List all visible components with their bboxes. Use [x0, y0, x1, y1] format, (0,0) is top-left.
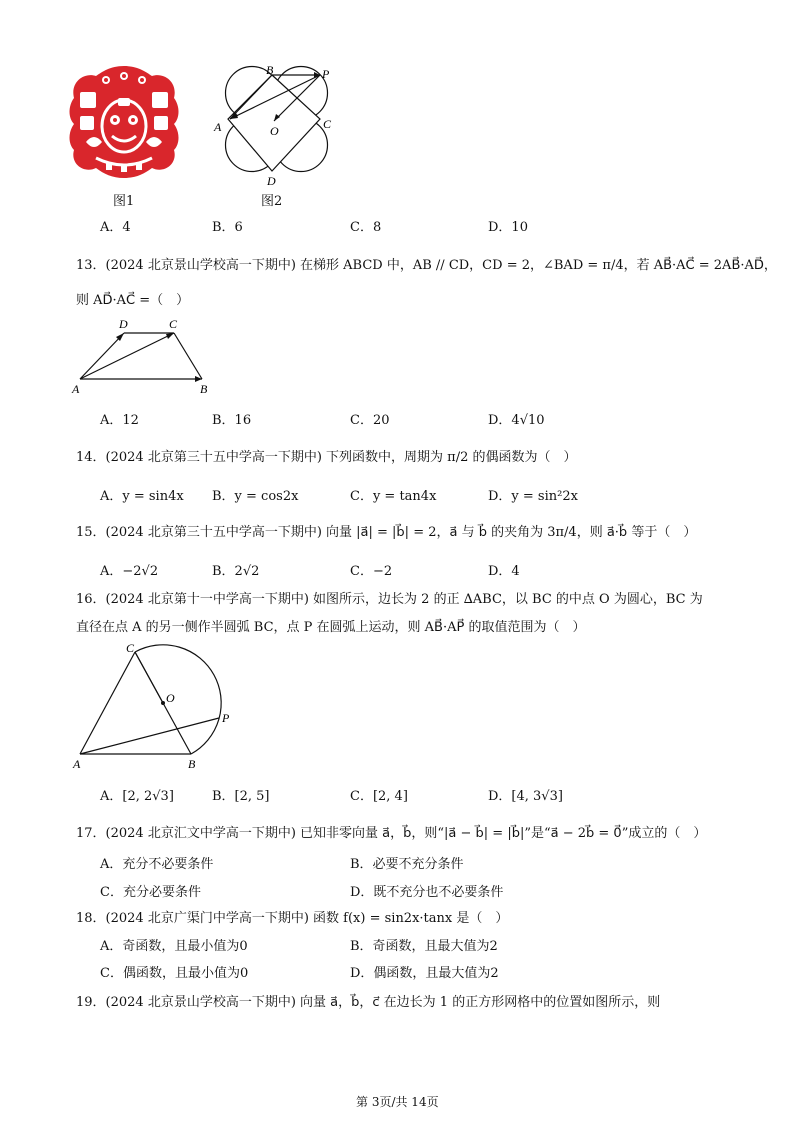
four-circle-diagram: [206, 62, 356, 188]
q12-option-d: D．10: [488, 220, 528, 235]
label-P: P: [222, 711, 230, 725]
q16-option-a: A．[2, 2√3]: [100, 789, 174, 804]
triangle-semicircle-diagram: [70, 640, 240, 772]
label-D: D: [119, 317, 128, 331]
q13-option-c: C．20: [350, 413, 390, 428]
q18-option-b: B．奇函数，且最大值为2: [350, 939, 498, 954]
figure-2: [206, 62, 356, 188]
q15-stem: 15．(2024 北京第三十五中学高一下期中) 向量 |a⃗| = |b⃗| = 2，a⃗ 与 b⃗ 的夹角为 3π/4，则 a⃗·b⃗ 等于（ ）: [76, 525, 697, 540]
q18-option-d: D．偶函数，且最大值为2: [350, 966, 499, 981]
label-O: O: [270, 124, 279, 138]
q13-option-d: D．4√10: [488, 413, 545, 428]
q14-stem: 14．(2024 北京第三十五中学高一下期中) 下列函数中，周期为 π/2 的偶函数为（ ）: [76, 450, 577, 465]
q13-option-b: B．16: [212, 413, 252, 428]
q12-option-b: B．6: [212, 220, 243, 235]
label-A: A: [72, 382, 80, 396]
q18-option-c: C．偶函数，且最小值为0: [100, 966, 249, 981]
label-O: O: [166, 691, 175, 705]
q16-stem-line1: 16．(2024 北京第十一中学高一下期中) 如图所示，边长为 2 的正 ∆ABC，以 BC 的中点 O 为圆心，BC 为: [76, 592, 703, 607]
q18-stem: 18．(2024 北京广渠门中学高一下期中) 函数 f(x) = sin2x·tanx 是（ ）: [76, 911, 509, 926]
q15-option-d: D．4: [488, 564, 520, 579]
q16-option-b: B．[2, 5]: [212, 789, 270, 804]
label-D: D: [267, 174, 276, 188]
q14-option-d: D．y = sin²2x: [488, 489, 578, 504]
q16-option-d: D．[4, 3√3]: [488, 789, 563, 804]
figure-2-caption: 图2: [261, 194, 283, 209]
label-C: C: [169, 317, 178, 331]
q17-option-a: A．充分不必要条件: [100, 857, 214, 872]
label-C: C: [126, 641, 135, 655]
q15-option-b: B．2√2: [212, 564, 260, 579]
q14-option-a: A．y = sin4x: [100, 489, 184, 504]
q16-option-c: C．[2, 4]: [350, 789, 408, 804]
q17-option-b: B．必要不充分条件: [350, 857, 464, 872]
q17-stem: 17．(2024 北京汇文中学高一下期中) 已知非零向量 a⃗，b⃗，则“|a⃗ − b⃗| = |b⃗|”是“a⃗ − 2b⃗ = 0⃗”成立的（ ）: [76, 826, 707, 841]
q17-option-c: C．充分必要条件: [100, 885, 201, 900]
q12-option-a: A．4: [100, 220, 131, 235]
q15-option-c: C．−2: [350, 564, 393, 579]
label-B: B: [188, 757, 196, 771]
page-footer: 第 3页/共 14页: [356, 1095, 439, 1109]
label-A: A: [214, 120, 222, 134]
figure-triangle-semicircle: [70, 640, 240, 772]
q17-option-d: D．既不充分也不必要条件: [350, 885, 504, 900]
q14-option-c: C．y = tan4x: [350, 489, 437, 504]
figure-1: [66, 62, 182, 182]
figure-1-caption: 图1: [113, 194, 135, 209]
label-B: B: [200, 382, 208, 396]
q13-stem-line1: 13．(2024 北京景山学校高一下期中) 在梯形 ABCD 中，AB // CD，CD = 2，∠BAD = π/4，若 AB⃗·AC⃗ = 2AB⃗·AD⃗，: [76, 258, 777, 273]
q16-stem-line2: 直径在点 A 的另一侧作半圆弧 BC，点 P 在圆弧上运动，则 AB⃗·AP⃗ 的取值范围为（ ）: [76, 620, 586, 635]
q14-option-b: B．y = cos2x: [212, 489, 299, 504]
q13-option-a: A．12: [100, 413, 139, 428]
paper-cut-seal-icon: [66, 62, 182, 182]
label-A: A: [73, 757, 81, 771]
q18-option-a: A．奇函数，且最小值为0: [100, 939, 248, 954]
q12-option-c: C．8: [350, 220, 382, 235]
label-B: B: [266, 63, 274, 77]
label-P: P: [322, 67, 330, 81]
label-C: C: [323, 117, 332, 131]
q19-stem: 19．(2024 北京景山学校高一下期中) 向量 a⃗，b⃗，c⃗ 在边长为 1 的正方形网格中的位置如图所示，则: [76, 995, 661, 1010]
q15-option-a: A．−2√2: [100, 564, 159, 579]
figure-trapezoid: [70, 314, 220, 396]
trapezoid-diagram: [70, 314, 220, 396]
q13-stem-line2: 则 AD⃗·AC⃗ =（ ）: [76, 293, 190, 308]
